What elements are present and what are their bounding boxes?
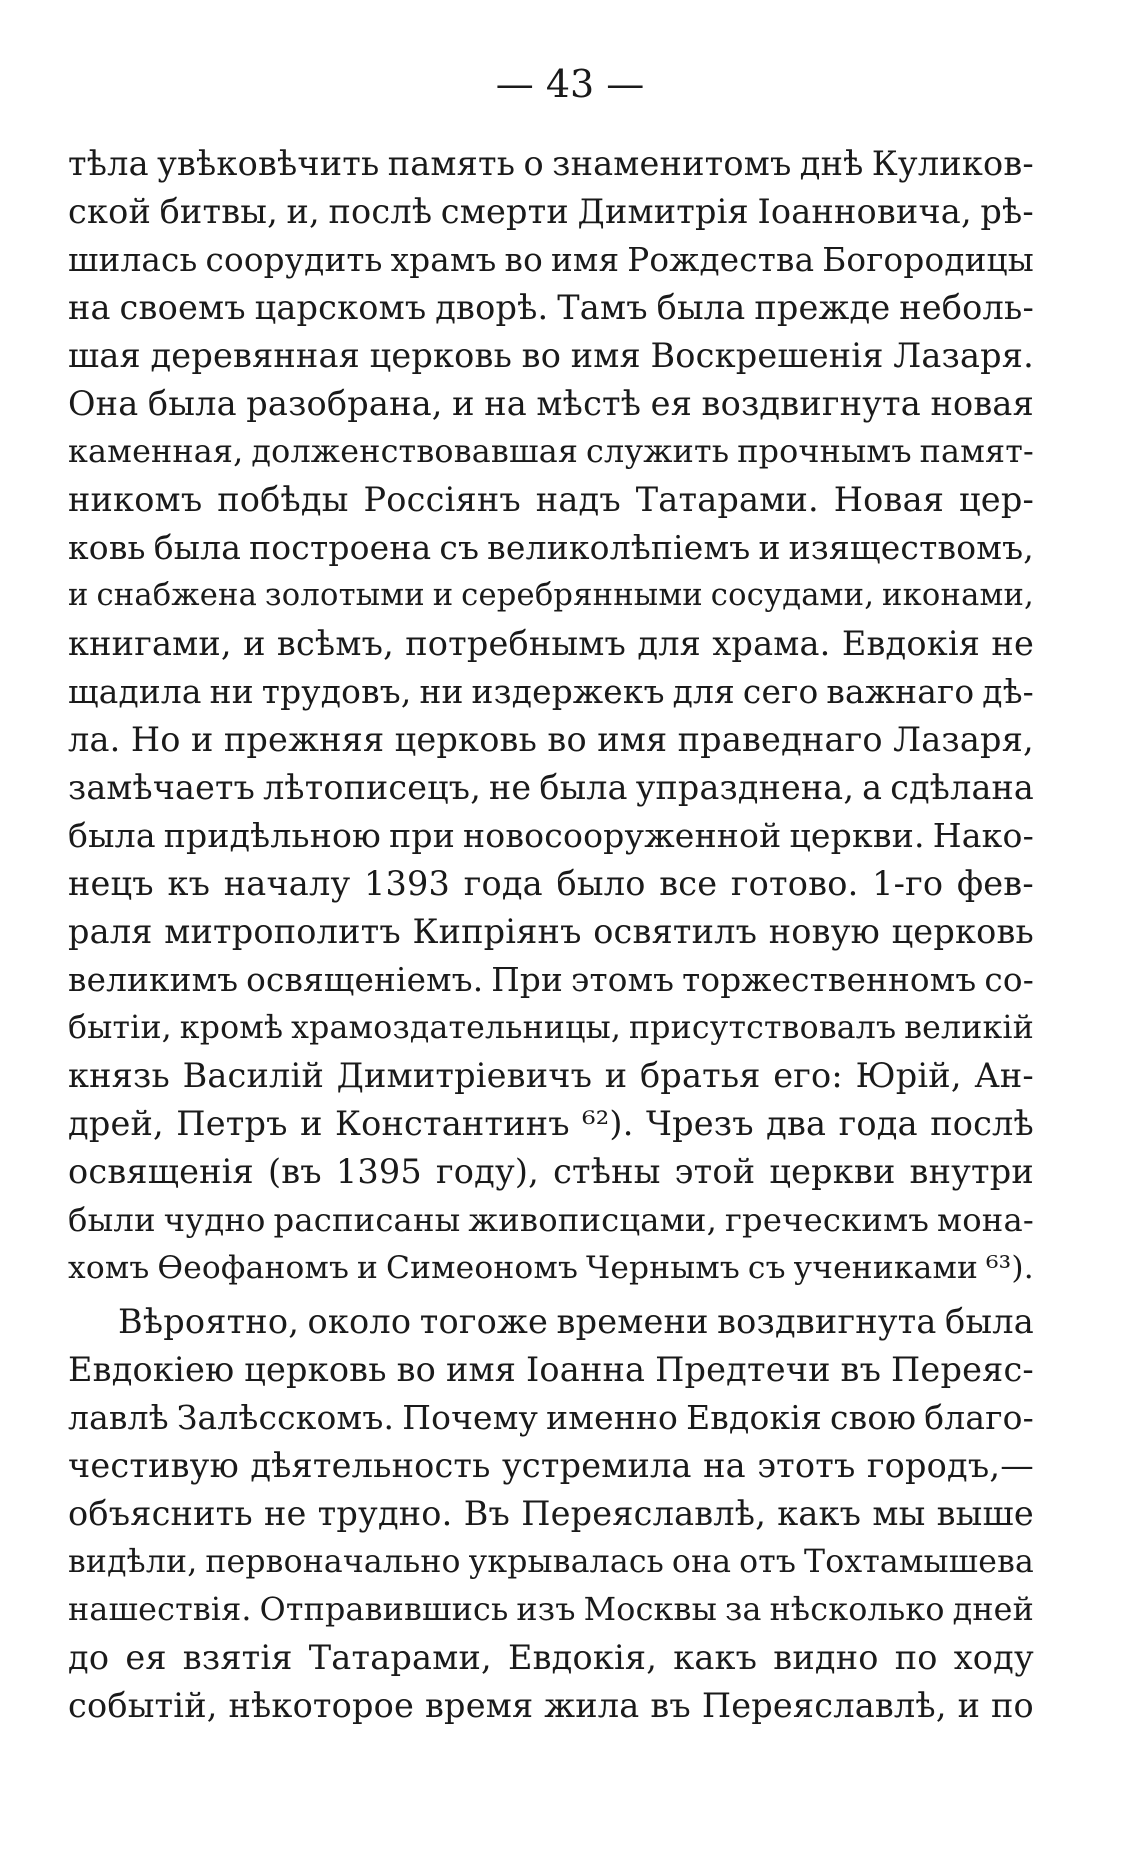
text-line: событій, нѣкоторое время жила въ Переяславлѣ, и по — [68, 1686, 1034, 1725]
text-line: бытіи, кромѣ храмоздательницы, присутствовалъ великій — [68, 1010, 1034, 1046]
text-line: замѣчаетъ лѣтописецъ, не была упразднена, а сдѣлана — [68, 768, 1034, 807]
text-line: книгами, и всѣмъ, потребнымъ для храма. Евдокія не — [68, 624, 1034, 663]
body-text — [68, 140, 1034, 1730]
text-line: шилась соорудить храмъ во имя Рождества Богородицы — [68, 241, 1034, 279]
text-line: великимъ освященіемъ. При этомъ торжественномъ со- — [68, 961, 1034, 999]
text-line: ла. Но и прежняя церковь во имя праведнаго Лазаря, — [68, 720, 1034, 759]
paragraph-1 — [68, 140, 1034, 1292]
text-line: и снабжена золотыми и серебрянными сосудами, иконами, — [68, 578, 1034, 613]
text-line: раля митрополитъ Кипріянъ освятилъ новую церковь — [68, 912, 1034, 951]
text-line: хомъ Ѳеофаномъ и Симеономъ Чернымъ съ учениками ⁶³). — [68, 1250, 1034, 1286]
text-line: нашествія. Отправившись изъ Москвы за нѣсколько дней — [68, 1592, 1034, 1628]
text-line: князь Василій Димитріевичъ и братья его: Юрій, Ан- — [68, 1056, 1034, 1095]
text-line: нецъ къ началу 1393 года было все готово. 1-го фев- — [68, 864, 1034, 903]
text-line: на своемъ царскомъ дворѣ. Тамъ была прежде неболь- — [68, 288, 1034, 327]
text-line: освященія (въ 1395 году), стѣны этой церкви внутри — [68, 1152, 1034, 1191]
text-line: тѣла увѣковѣчить память о знаменитомъ днѣ Куликов- — [68, 144, 1034, 183]
text-line: каменная, долженствовавшая служить прочнымъ памят- — [68, 434, 1034, 470]
text-line: ской битвы, и, послѣ смерти Димитрія Іоанновича, рѣ- — [68, 192, 1034, 231]
text-line: были чудно расписаны живописцами, греческимъ мона- — [68, 1201, 1034, 1239]
text-line: шая деревянная церковь во имя Воскрешенія Лазаря. — [68, 336, 1034, 375]
text-line: объяснить не трудно. Въ Переяславлѣ, какъ мы выше — [68, 1494, 1034, 1533]
text-line: лавлѣ Залѣсскомъ. Почему именно Евдокія свою благо- — [68, 1398, 1034, 1437]
text-line: видѣли, первоначально укрывалась она отъ Тохтамышева — [68, 1544, 1034, 1580]
text-line: честивую дѣятельность устремила на этотъ городъ,— — [68, 1446, 1034, 1485]
text-line: щадила ни трудовъ, ни издержекъ для сего важнаго дѣ- — [68, 673, 1034, 711]
text-line: Евдокіею церковь во имя Іоанна Предтечи въ Переяс- — [68, 1350, 1034, 1389]
paragraph-2 — [68, 1298, 1034, 1730]
text-line: Она была разобрана, и на мѣстѣ ея воздвигнута новая — [68, 384, 1034, 423]
text-line: ковь была построена съ великолѣпіемъ и изяществомъ, — [68, 528, 1034, 567]
text-line: Вѣроятно, около тогоже времени воздвигнута была — [118, 1302, 1034, 1341]
text-line: дрей, Петръ и Константинъ ⁶²). Чрезъ два года послѣ — [68, 1104, 1034, 1143]
text-line: никомъ побѣды Россіянъ надъ Татарами. Новая цер- — [68, 480, 1034, 519]
page-number: — 43 — — [495, 62, 645, 106]
text-line: до ея взятія Татарами, Евдокія, какъ видно по ходу — [68, 1638, 1034, 1677]
text-line: была придѣльною при новосооруженной церкви. Нако- — [68, 816, 1034, 855]
